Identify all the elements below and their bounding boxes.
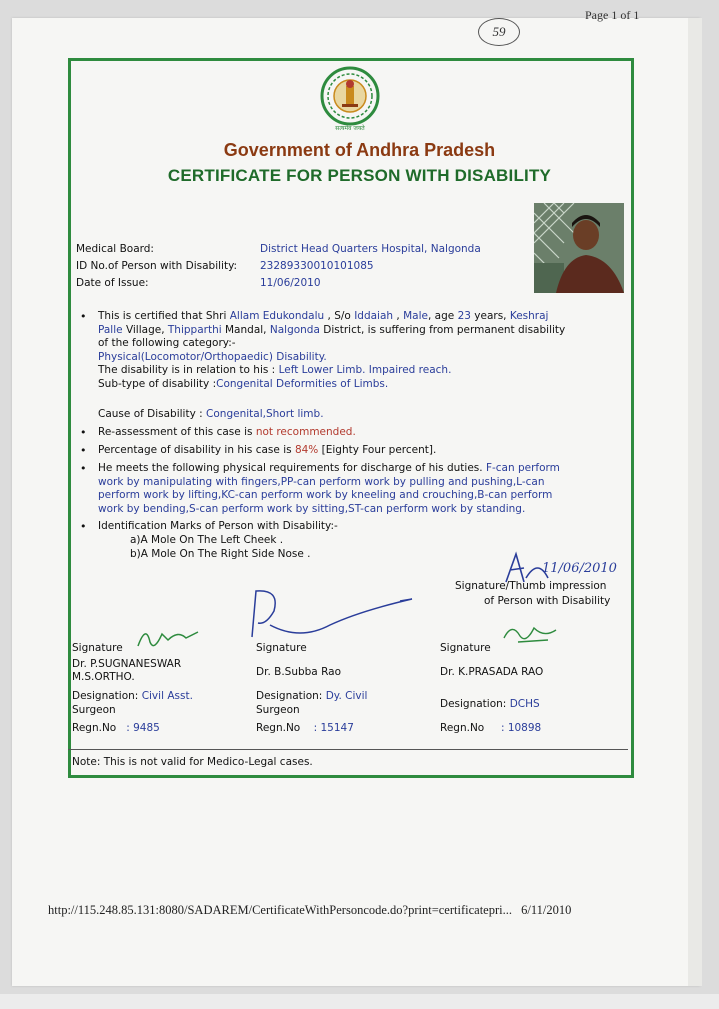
designation-3: Designation: DCHS	[440, 698, 540, 710]
signature-label-1: Signature	[72, 642, 123, 654]
bullet: •	[80, 444, 87, 457]
page-marker: Page 1 of 1	[585, 8, 640, 22]
handwritten-date: 11/06/2010	[542, 561, 617, 576]
bullet: •	[80, 310, 87, 323]
percentage-line: Percentage of disability in his case is 84% [Eighty Four percent].	[98, 444, 437, 456]
government-heading: Government of Andhra Pradesh	[223, 140, 496, 160]
physical-requirements: He meets the following physical requirements for discharge of his duties. F-can perform work by manipulating with fingers,PP-can perform work by pulling and pushing,L-can perform work by lifting,KC-can perform work by kneeling and crouching,B-can perform work by bending,S-can perform work by sitting,ST-can perform work by standing.	[98, 462, 560, 515]
signature-scribble-1	[128, 622, 208, 652]
designation-2: Designation: Dy. Civil	[256, 690, 368, 702]
signature-scribble-2	[240, 585, 420, 645]
date-label: Date of Issue:	[76, 277, 149, 289]
signature-label-3: Signature	[440, 642, 491, 654]
doctor-name-1: Dr. P.SUGNANESWAR	[72, 658, 182, 670]
footer-date: 6/11/2010	[521, 903, 572, 917]
identification-mark-b: b)A Mole On The Right Side Nose .	[130, 548, 311, 560]
handwritten-page-number: 59	[478, 18, 520, 46]
doctor-name-3: Dr. K.PRASADA RAO	[440, 666, 544, 678]
doctor-qual-1: M.S.ORTHO.	[72, 671, 135, 683]
identification-mark-a: a)A Mole On The Left Cheek .	[130, 534, 284, 546]
andhra-emblem-icon	[320, 66, 380, 134]
reassessment-line: Re-assessment of this case is not recommended.	[98, 426, 356, 438]
signature-scribble-3	[498, 618, 568, 648]
medical-board-value: District Head Quarters Hospital, Nalgonda	[260, 243, 481, 255]
designation-1b: Surgeon	[72, 704, 116, 716]
regn-3: Regn.No : 10898	[440, 722, 542, 734]
person-photo	[534, 203, 624, 293]
designation-1: Designation: Civil Asst.	[72, 690, 193, 702]
cause-line: Cause of Disability : Congenital,Short limb.	[98, 408, 324, 420]
viewer-bottom-bar	[0, 994, 719, 1009]
bullet: •	[80, 462, 87, 475]
signature-label-2: Signature	[256, 642, 307, 654]
print-footer	[48, 903, 571, 918]
designation-2b: Surgeon	[256, 704, 300, 716]
bullet: •	[80, 520, 87, 533]
svg-text:सत्यमेव जयते: सत्यमेव जयते	[335, 125, 365, 132]
regn-2: Regn.No : 15147	[256, 722, 354, 734]
doctor-name-2: Dr. B.Subba Rao	[256, 666, 341, 678]
thumb-impression-label: Signature/Thumb impression	[455, 580, 607, 592]
certification-text: This is certified that Shri Allam Edukondalu , S/o Iddaiah , Male, age 23 years, Keshraj Palle Village, Thipparthi Mandal, Nalgonda District, is suffering from permanent disability of the following category:- Physical(Locomotor/Orthopaedic) Disability. The disability is in relation to his : Left Lower Limb. Impaired reach. Sub-type of disability :Congenital Deformities of Limbs.	[98, 310, 566, 390]
identification-marks-label: Identification Marks of Person with Disability:-	[98, 520, 338, 532]
medical-board-label: Medical Board:	[76, 243, 154, 255]
certificate-title: CERTIFICATE FOR PERSON WITH DISABILITY	[167, 166, 552, 185]
regn-1: Regn.No : 9485	[72, 722, 160, 734]
footer-url: http://115.248.85.131:8080/SADAREM/CertificateWithPersoncode.do?print=certificatepri...	[48, 903, 512, 917]
date-value: 11/06/2010	[260, 277, 321, 289]
paper-edge	[688, 18, 702, 986]
bullet: •	[80, 426, 87, 439]
note-text: Note: This is not valid for Medico-Legal cases.	[72, 756, 313, 768]
note-divider	[68, 749, 628, 750]
id-label: ID No.of Person with Disability:	[76, 260, 238, 272]
thumb-impression-label-2: of Person with Disability	[484, 595, 611, 607]
id-value: 23289330010101085	[260, 260, 374, 272]
